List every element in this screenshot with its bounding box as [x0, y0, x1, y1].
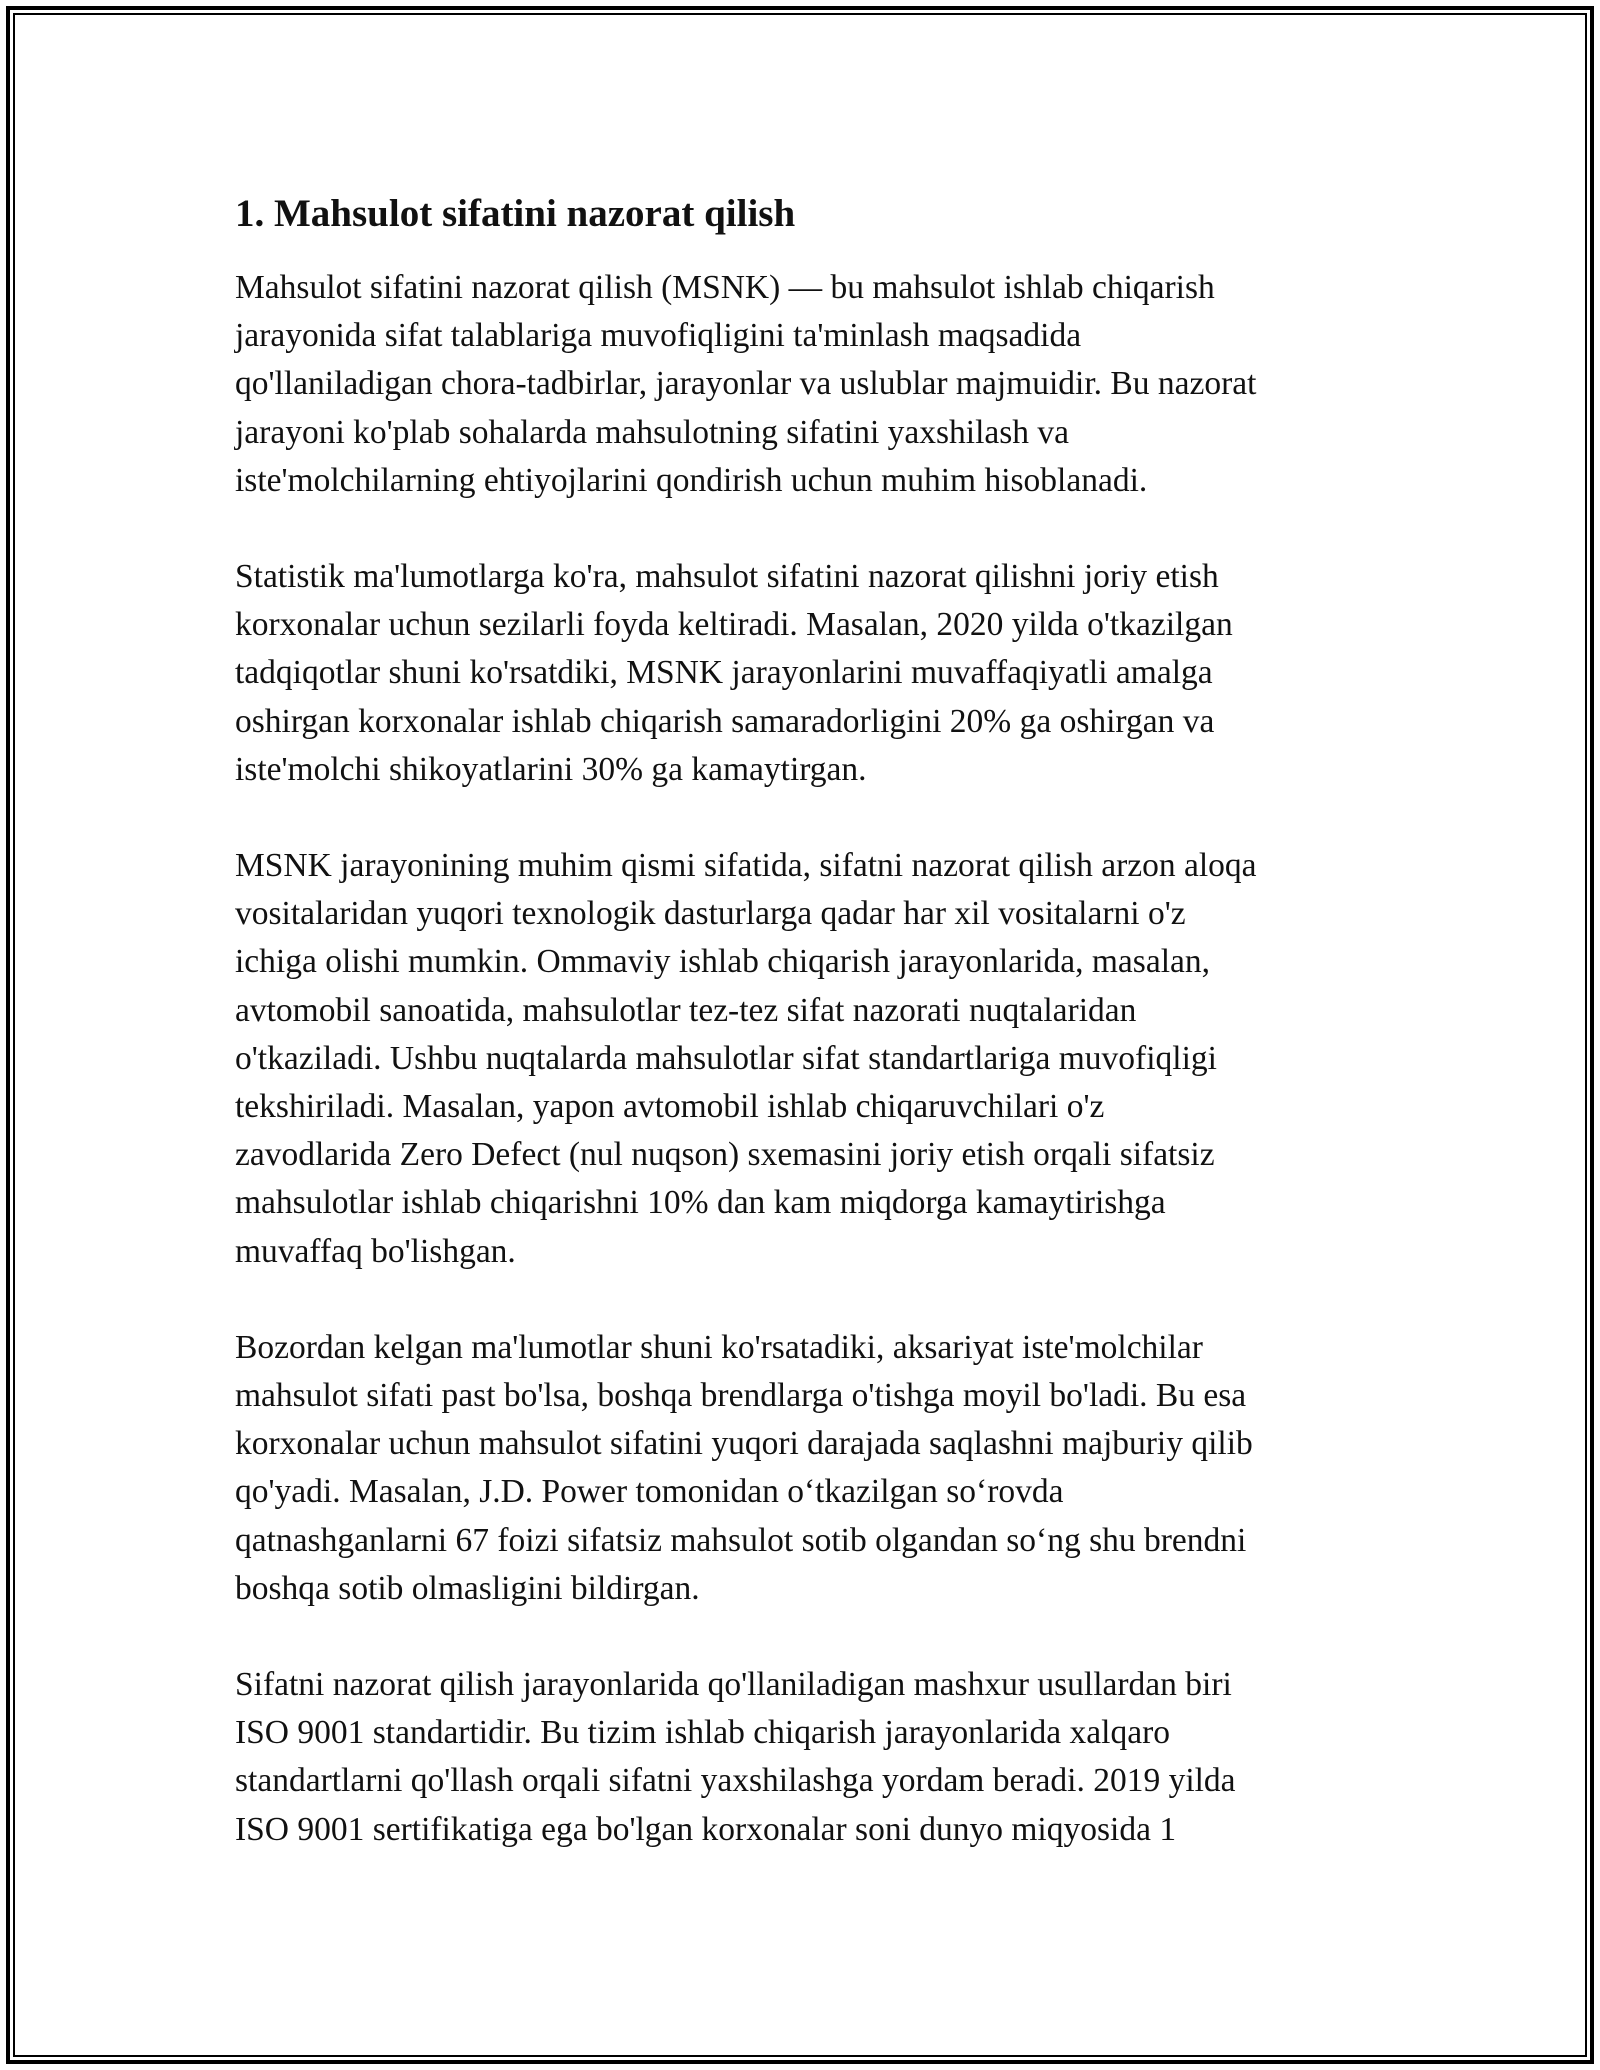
paragraph-line: vositalaridan yuqori texnologik dasturlarga qadar har xil vositalarni o'z	[235, 895, 1186, 933]
paragraph-line: korxonalar uchun mahsulot sifatini yuqori darajada saqlashni majburiy qilib	[235, 1425, 1253, 1463]
paragraph-line: Statistik ma'lumotlarga ko'ra, mahsulot sifatini nazorat qilishni joriy etish	[235, 558, 1219, 596]
paragraph-line: ISO 9001 standartidir. Bu tizim ishlab chiqarish jarayonlarida xalqaro	[235, 1714, 1170, 1752]
paragraph-line: Bozordan kelgan ma'lumotlar shuni ko'rsatadiki, aksariyat iste'molchilar	[235, 1328, 1203, 1366]
paragraph-line: qatnashganlarni 67 foizi sifatsiz mahsulot sotib olgandan so‘ng shu brendni	[235, 1521, 1247, 1559]
paragraph-line: mahsulot sifati past bo'lsa, boshqa brendlarga o'tishga moyil bo'ladi. Bu esa	[235, 1377, 1247, 1415]
paragraph-line: ichiga olishi mumkin. Ommaviy ishlab chiqarish jarayonlarida, masalan,	[235, 943, 1211, 981]
paragraph-line: tekshiriladi. Masalan, yapon avtomobil ishlab chiqaruvchilari o'z	[235, 1088, 1105, 1126]
paragraph-line: MSNK jarayonining muhim qismi sifatida, sifatni nazorat qilish arzon aloqa	[235, 847, 1257, 885]
paragraph-line: Mahsulot sifatini nazorat qilish (MSNK) — bu mahsulot ishlab chiqarish	[235, 269, 1215, 306]
paragraph-line: zavodlarida Zero Defect (nul nuqson) sxemasini joriy etish orqali sifatsiz	[235, 1136, 1215, 1174]
paragraph-4	[235, 1324, 1385, 1613]
paragraph-3	[235, 842, 1385, 1276]
paragraph-line: korxonalar uchun sezilarli foyda keltiradi. Masalan, 2020 yilda o'tkazilgan	[235, 606, 1233, 644]
paragraph-line: standartlarni qo'llash orqali sifatni yaxshilashga yordam beradi. 2019 yilda	[235, 1762, 1236, 1800]
paragraph-line: Sifatni nazorat qilish jarayonlarida qo'llaniladigan mashxur usullardan biri	[235, 1666, 1232, 1704]
paragraph-line: iste'molchi shikoyatlarini 30% ga kamaytirgan.	[235, 750, 867, 788]
paragraph-5	[235, 1661, 1385, 1854]
paragraph-line: jarayoni ko'plab sohalarda mahsulotning sifatini yaxshilash va	[235, 413, 1070, 451]
paragraph-line: muvaffaq bo'lishgan.	[235, 1232, 516, 1270]
paragraph-line: iste'molchilarning ehtiyojlarini qondirish uchun muhim hisoblanadi.	[235, 461, 1148, 499]
paragraph-line: oshirgan korxonalar ishlab chiqarish samaradorligini 20% ga oshirgan va	[235, 702, 1215, 740]
paragraph-line: jarayonida sifat talablariga muvofiqligini ta'minlash maqsadida	[235, 317, 1082, 355]
document-body	[235, 184, 1385, 1902]
paragraph-line: ISO 9001 sertifikatiga ega bo'lgan korxonalar soni dunyo miqyosida 1	[235, 1810, 1177, 1848]
section-heading: 1. Mahsulot sifatini nazorat qilish	[235, 192, 796, 235]
paragraph-line: qo'yadi. Masalan, J.D. Power tomonidan o‘tkazilgan so‘rovda	[235, 1473, 1064, 1511]
paragraph-line: qo'llaniladigan chora-tadbirlar, jarayonlar va uslublar majmuidir. Bu nazorat	[235, 365, 1257, 403]
paragraph-2	[235, 553, 1385, 794]
paragraph-line: boshqa sotib olmasligini bildirgan.	[235, 1569, 700, 1607]
paragraph-line: avtomobil sanoatida, mahsulotlar tez-tez sifat nazorati nuqtalaridan	[235, 991, 1137, 1029]
paragraph-1	[235, 264, 1385, 505]
paragraph-line: tadqiqotlar shuni ko'rsatdiki, MSNK jarayonlarini muvaffaqiyatli amalga	[235, 654, 1213, 692]
paragraph-line: mahsulotlar ishlab chiqarishni 10% dan kam miqdorga kamaytirishga	[235, 1184, 1166, 1222]
paragraph-line: o'tkaziladi. Ushbu nuqtalarda mahsulotlar sifat standartlariga muvofiqligi	[235, 1039, 1217, 1077]
